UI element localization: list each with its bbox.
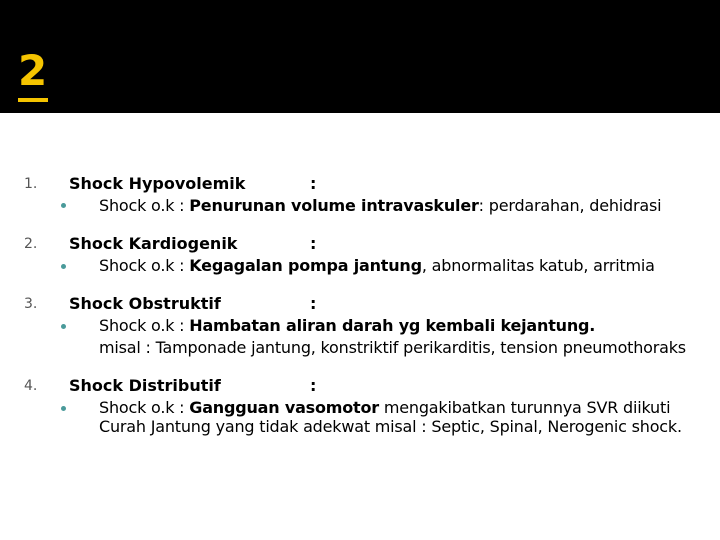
- item-1-line-1: Shock o.k : Penurunan volume intravaskuler: perdarahan, dehidrasi: [99, 196, 662, 215]
- bullet-icon: [61, 324, 66, 329]
- item-1-colon: :: [310, 174, 317, 193]
- item-2-number: 2.: [24, 236, 38, 252]
- item-1-number: 1.: [24, 176, 38, 192]
- item-2-colon: :: [310, 234, 317, 253]
- item-3-number: 3.: [24, 296, 38, 312]
- bullet-icon: [61, 406, 66, 411]
- item-3-title: Shock Obstruktif: [69, 294, 221, 313]
- item-4-line-2: Curah Jantung yang tidak adekwat misal : Septic, Spinal, Nerogenic shock.: [99, 417, 682, 436]
- item-4-line-1: Shock o.k : Gangguan vasomotor mengakibatkan turunnya SVR diikuti: [99, 398, 671, 417]
- bullet-icon: [61, 264, 66, 269]
- item-3-line-2: misal : Tamponade jantung, konstriktif perikarditis, tension pneumothoraks: [99, 338, 686, 357]
- item-1-title: Shock Hypovolemik: [69, 174, 246, 193]
- item-3-line-1: Shock o.k : Hambatan aliran darah yg kembali kejantung.: [99, 316, 596, 335]
- item-2-title: Shock Kardiogenik: [69, 234, 238, 253]
- item-3-colon: :: [310, 294, 317, 313]
- item-2-line-1: Shock o.k : Kegagalan pompa jantung, abnormalitas katub, arritmia: [99, 256, 655, 275]
- item-4-number: 4.: [24, 378, 38, 394]
- item-4-title: Shock Distributif: [69, 376, 221, 395]
- slide-number: 2: [18, 46, 48, 95]
- item-4-colon: :: [310, 376, 317, 395]
- bullet-icon: [61, 203, 66, 208]
